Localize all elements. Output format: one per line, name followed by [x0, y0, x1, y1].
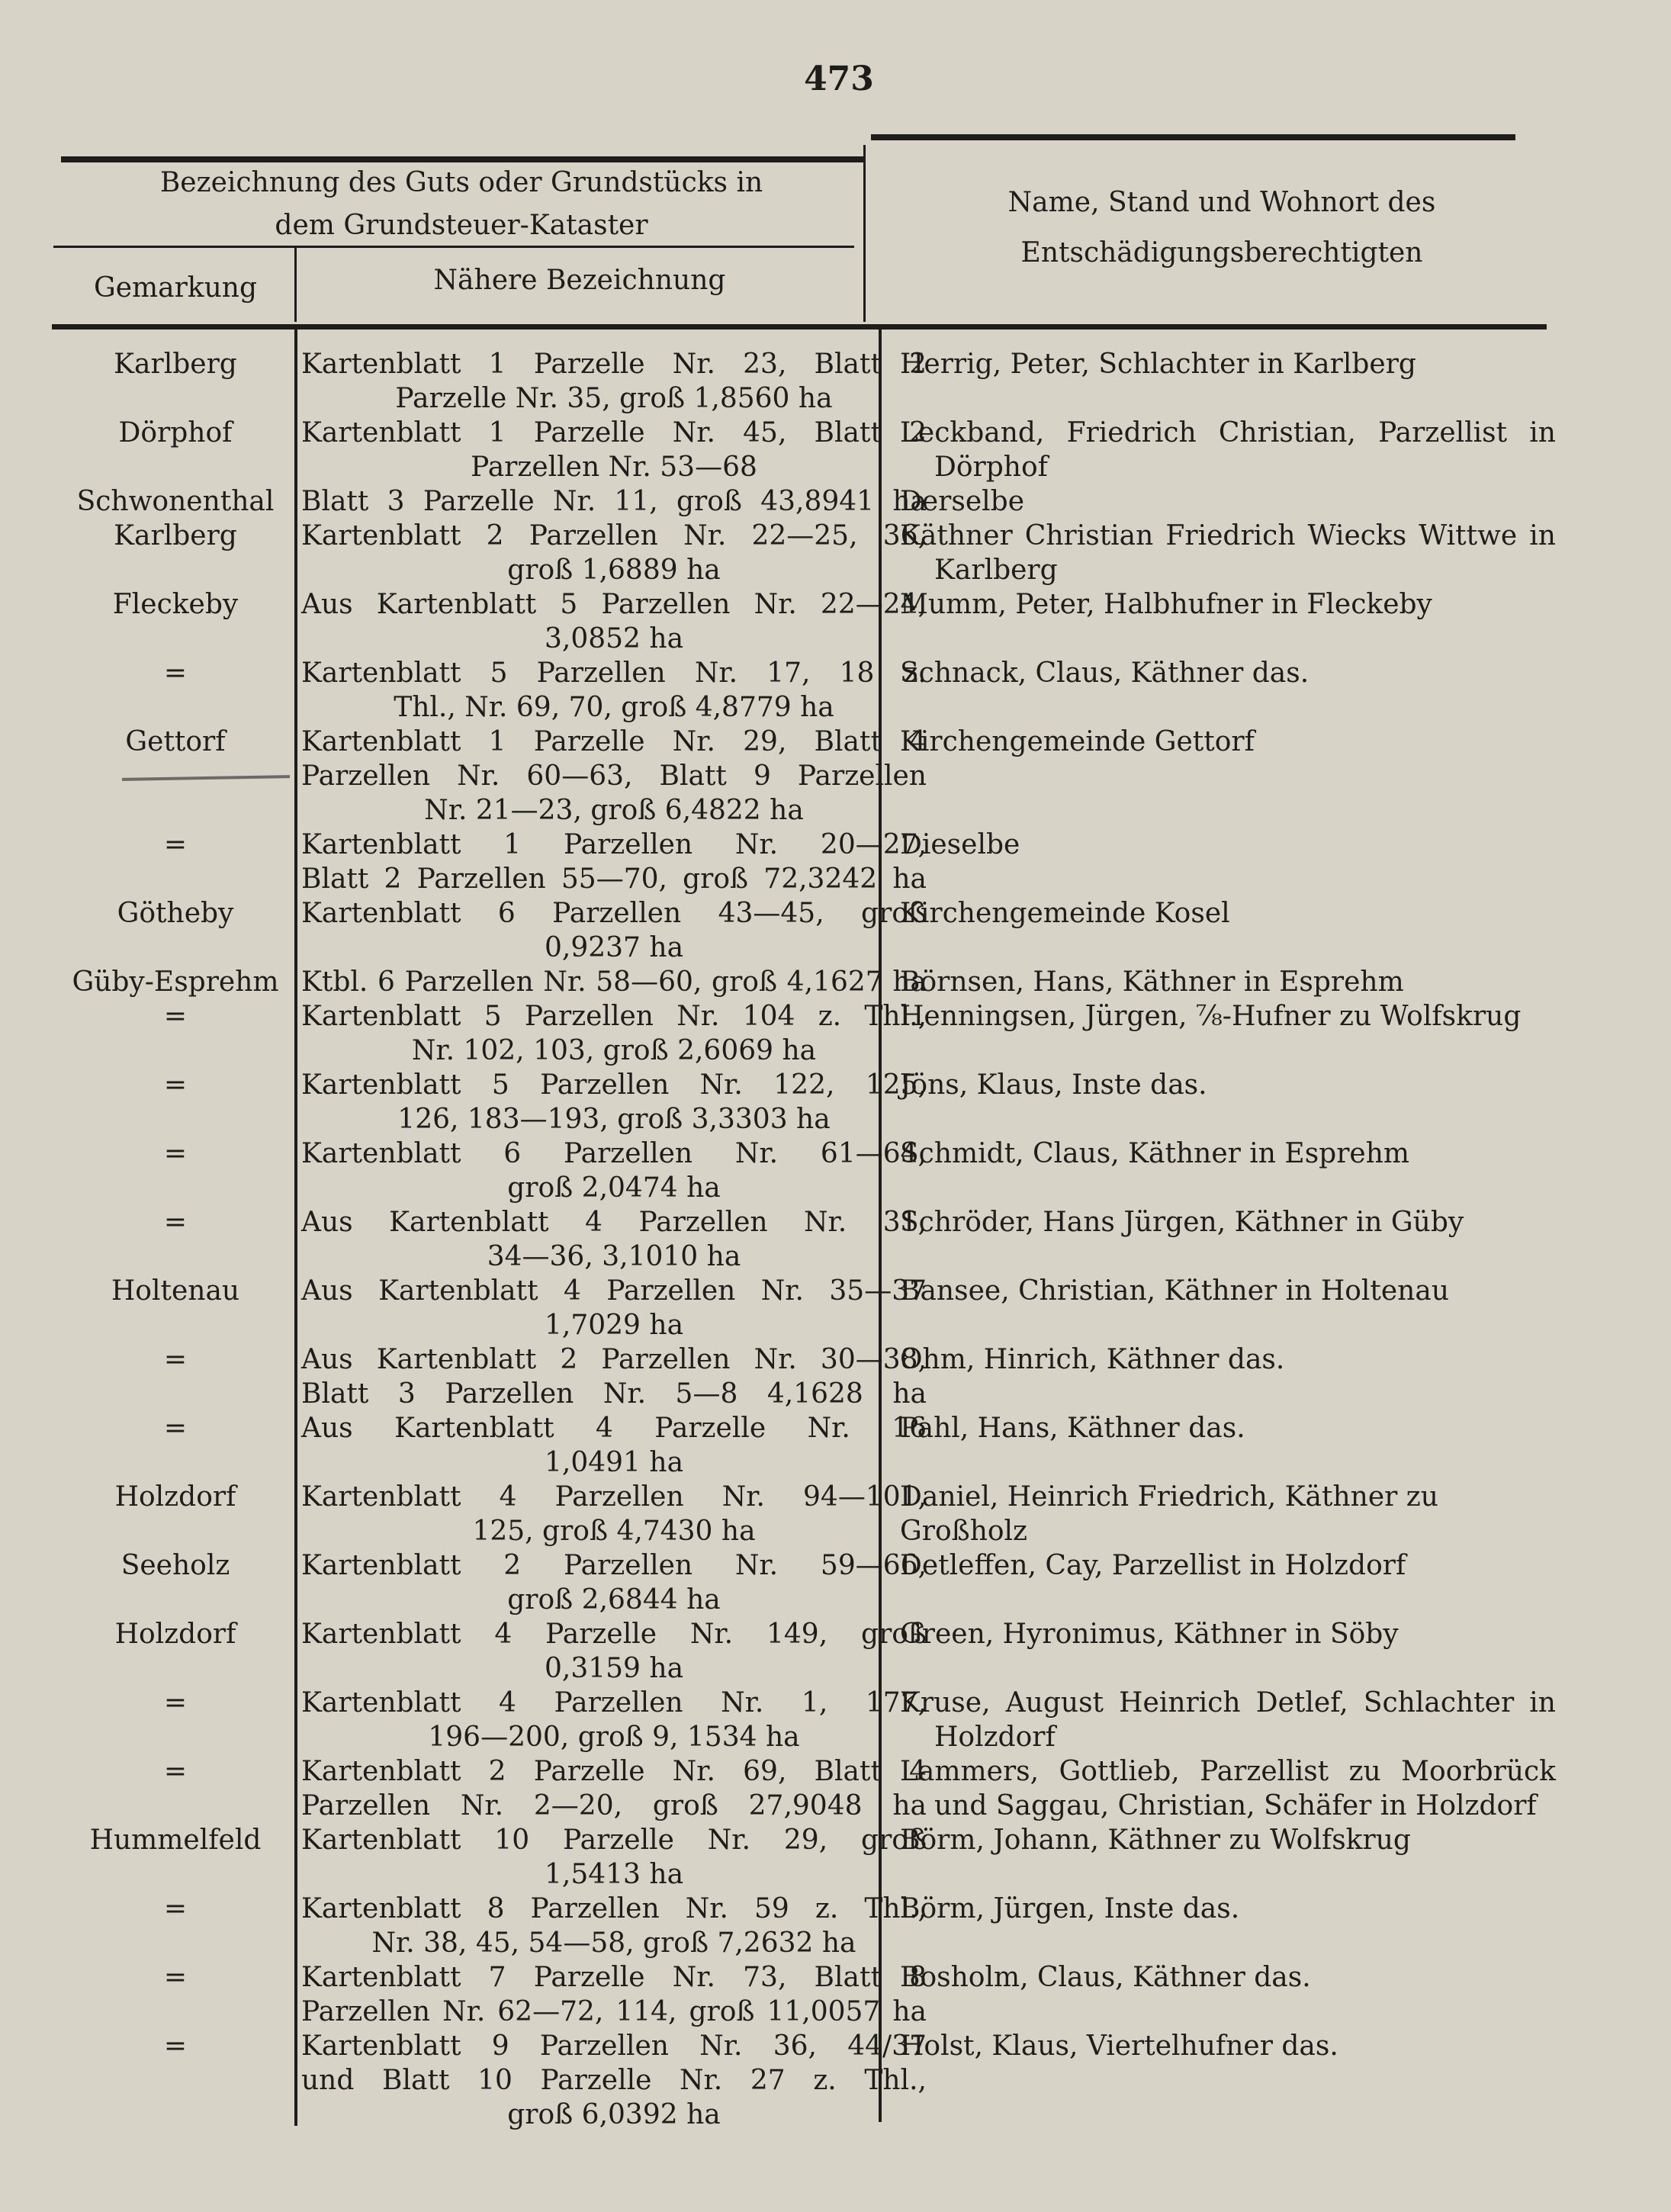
- table-row: [53, 416, 1571, 484]
- gemarkung-cell: =: [163, 1138, 188, 1169]
- gemarkung-cell: Holzdorf: [114, 1619, 236, 1650]
- register-table: [53, 347, 1571, 2132]
- header-group-title-line2: dem Grundsteuer-Kataster: [275, 210, 648, 241]
- description-cell: Kartenblatt 1 Parzelle Nr. 45, Blatt 2 Parzellen Nr. 53—68: [301, 417, 927, 483]
- gemarkung-cell: Schwonenthal: [76, 486, 275, 517]
- gemarkung-cell: =: [163, 1756, 188, 1787]
- table-row: [53, 1892, 1571, 1960]
- owner-cell: Ohm, Hinrich, Käthner das.: [900, 1344, 1285, 1375]
- owner-cell: Schnack, Claus, Käthner das.: [900, 657, 1309, 689]
- table-row: [53, 1823, 1571, 1892]
- table-row: [53, 1480, 1571, 1548]
- gemarkung-cell: =: [163, 1207, 188, 1238]
- table-row: [53, 2029, 1571, 2132]
- header-col-gemarkung: Gemarkung: [93, 272, 258, 304]
- table-row: [53, 1274, 1571, 1342]
- description-cell: Kartenblatt 4 Parzellen Nr. 94—101, 125, groß 4,7430 ha: [301, 1481, 927, 1547]
- gemarkung-cell: Güby-Esprehm: [72, 966, 279, 998]
- gemarkung-cell: Götheby: [117, 898, 234, 929]
- description-cell: Kartenblatt 6 Parzellen Nr. 61—64, groß 2,0474 ha: [301, 1138, 927, 1204]
- gemarkung-cell: Dörphof: [118, 417, 233, 449]
- owner-cell: Bosholm, Claus, Käthner das.: [900, 1962, 1311, 1993]
- gemarkung-cell: =: [163, 1344, 188, 1375]
- header-group-title-line1: Bezeichnung des Guts oder Grundstücks in: [159, 167, 763, 198]
- table-row: [53, 656, 1571, 725]
- description-cell: Kartenblatt 5 Parzellen Nr. 104 z. Thl., Nr. 102, 103, groß 2,6069 ha: [301, 1001, 927, 1066]
- description-cell: Kartenblatt 1 Parzelle Nr. 29, Blatt 4 Parzellen Nr. 60—63, Blatt 9 Parzellen Nr. 21—23, groß 6,4822 ha: [301, 726, 927, 826]
- owner-cell: Kruse, August Heinrich Detlef, Schlachter in Holzdorf: [900, 1687, 1556, 1753]
- description-cell: Aus Kartenblatt 2 Parzellen Nr. 30—38, Blatt 3 Parzellen Nr. 5—8 4,1628 ha: [301, 1344, 927, 1410]
- table-row: [53, 725, 1571, 828]
- gemarkung-cell: =: [163, 1687, 188, 1718]
- gemarkung-cell: =: [163, 657, 188, 689]
- gemarkung-cell: =: [163, 829, 188, 860]
- table-row: [53, 1411, 1571, 1480]
- gemarkung-cell: Seeholz: [121, 1550, 230, 1581]
- gemarkung-cell: =: [163, 1069, 188, 1101]
- gemarkung-cell: Gettorf: [125, 726, 226, 757]
- owner-cell: Pahl, Hans, Käthner das.: [900, 1413, 1245, 1444]
- description-cell: Kartenblatt 2 Parzellen Nr. 22—25, 36, groß 1,6889 ha: [301, 520, 927, 586]
- owner-cell: Daniel, Heinrich Friedrich, Käthner zu Großholz: [900, 1481, 1438, 1547]
- owner-cell: Mumm, Peter, Halbhufner in Fleckeby: [900, 589, 1432, 620]
- gemarkung-cell: Hummelfeld: [89, 1825, 262, 1856]
- owner-cell: Henningsen, Jürgen, ⅞-Hufner zu Wolfskrug: [900, 1001, 1522, 1032]
- description-cell: Aus Kartenblatt 4 Parzellen Nr. 31, 34—36, 3,1010 ha: [301, 1207, 927, 1272]
- header-col-entschaedigungsberechtigte: [871, 182, 1573, 275]
- owner-cell: Jöns, Klaus, Inste das.: [900, 1069, 1207, 1101]
- table-row: [53, 1617, 1571, 1686]
- owner-cell: Kirchengemeinde Kosel: [900, 898, 1230, 929]
- description-cell: Kartenblatt 5 Parzellen Nr. 122, 125, 126, 183—193, groß 3,3303 ha: [301, 1069, 927, 1135]
- owner-cell: Detleffen, Cay, Parzellist in Holzdorf: [900, 1550, 1406, 1581]
- header-col-naehere-bezeichnung: Nähere Bezeichnung: [433, 265, 726, 296]
- header-subrule: [53, 246, 854, 248]
- table-row: [53, 1960, 1571, 2029]
- gemarkung-cell: =: [163, 1001, 188, 1032]
- page-number: 473: [804, 59, 874, 98]
- owner-cell: Börnsen, Hans, Käthner in Esprehm: [900, 966, 1404, 998]
- table-row: [53, 519, 1571, 587]
- description-cell: Kartenblatt 2 Parzellen Nr. 59—66, groß 2,6844 ha: [301, 1550, 927, 1616]
- table-row: [53, 484, 1571, 519]
- owner-cell: Green, Hyronimus, Käthner in Söby: [900, 1619, 1399, 1650]
- owner-cell: Derselbe: [900, 486, 1025, 517]
- owner-cell: Dieselbe: [900, 829, 1020, 860]
- top-rule-right: [871, 134, 1515, 140]
- description-cell: Kartenblatt 1 Parzellen Nr. 20—27, Blatt 2 Parzellen 55—70, groß 72,3242 ha: [301, 829, 927, 895]
- owner-cell: Käthner Christian Friedrich Wiecks Wittwe in Karlberg: [900, 520, 1556, 586]
- description-cell: Aus Kartenblatt 4 Parzellen Nr. 35—37 1,7029 ha: [301, 1275, 927, 1341]
- table-row: [53, 1137, 1571, 1205]
- table-row: [53, 1548, 1571, 1617]
- table-row: [53, 1754, 1571, 1823]
- description-cell: Aus Kartenblatt 5 Parzellen Nr. 22—24, 3,0852 ha: [301, 589, 927, 654]
- description-cell: Blatt 3 Parzelle Nr. 11, groß 43,8941 ha: [301, 486, 927, 517]
- gemarkung-cell: Fleckeby: [112, 589, 239, 620]
- table-row: [53, 1342, 1571, 1411]
- table-row: [53, 1205, 1571, 1274]
- owner-cell: Schmidt, Claus, Käthner in Esprehm: [900, 1138, 1410, 1169]
- description-cell: Kartenblatt 4 Parzelle Nr. 149, groß 0,3159 ha: [301, 1619, 927, 1684]
- table-row: [53, 999, 1571, 1068]
- description-cell: Kartenblatt 10 Parzelle Nr. 29, groß 1,5413 ha: [301, 1825, 927, 1890]
- description-cell: Kartenblatt 1 Parzelle Nr. 23, Blatt 2 Parzelle Nr. 35, groß 1,8560 ha: [301, 349, 927, 414]
- gemarkung-cell: =: [163, 2030, 188, 2062]
- header-bottom-rule: [52, 324, 1547, 330]
- gemarkung-cell: Karlberg: [114, 520, 237, 551]
- header-divider-1: [294, 246, 297, 322]
- table-row: [53, 1068, 1571, 1137]
- header-divider-2: [863, 145, 866, 322]
- owner-cell: Herrig, Peter, Schlachter in Karlberg: [900, 349, 1416, 380]
- gemarkung-cell: =: [163, 1962, 188, 1993]
- owner-cell: Holst, Klaus, Viertelhufner das.: [900, 2030, 1338, 2062]
- owner-cell: Börm, Johann, Käthner zu Wolfskrug: [900, 1825, 1411, 1856]
- description-cell: Kartenblatt 4 Parzellen Nr. 1, 177, 196—200, groß 9, 1534 ha: [301, 1687, 927, 1753]
- owner-cell: Börm, Jürgen, Inste das.: [900, 1893, 1240, 1924]
- table-row: [53, 347, 1571, 416]
- description-cell: Ktbl. 6 Parzellen Nr. 58—60, groß 4,1627 ha: [301, 966, 927, 998]
- gemarkung-cell: =: [163, 1413, 188, 1444]
- header-col3-line2: Entschädigungsberechtigten: [1020, 237, 1423, 268]
- gemarkung-cell: Holzdorf: [114, 1481, 236, 1513]
- description-cell: Kartenblatt 5 Parzellen Nr. 17, 18 z. Thl., Nr. 69, 70, groß 4,8779 ha: [301, 657, 927, 723]
- description-cell: Kartenblatt 9 Parzellen Nr. 36, 44/37 und Blatt 10 Parzelle Nr. 27 z. Thl., groß 6,0392 ha: [301, 2030, 927, 2130]
- description-cell: Kartenblatt 2 Parzelle Nr. 69, Blatt 4 Parzellen Nr. 2—20, groß 27,9048 ha: [301, 1756, 927, 1821]
- owner-cell: Kirchengemeinde Gettorf: [900, 726, 1255, 757]
- owner-cell: Leckband, Friedrich Christian, Parzellist in Dörphof: [900, 417, 1556, 483]
- gemarkung-cell: Holtenau: [111, 1275, 240, 1307]
- description-cell: Kartenblatt 8 Parzellen Nr. 59 z. Thl., Nr. 38, 45, 54—58, groß 7,2632 ha: [301, 1893, 927, 1959]
- gemarkung-cell: =: [163, 1893, 188, 1924]
- table-row: [53, 965, 1571, 999]
- table-row: [53, 896, 1571, 965]
- description-cell: Aus Kartenblatt 4 Parzelle Nr. 16 1,0491 ha: [301, 1413, 927, 1478]
- owner-cell: Lammers, Gottlieb, Parzellist zu Moorbrück und Saggau, Christian, Schäfer in Holzdorf: [900, 1756, 1556, 1821]
- description-cell: Kartenblatt 7 Parzelle Nr. 73, Blatt 8 Parzellen Nr. 62—72, 114, groß 11,0057 ha: [301, 1962, 927, 2027]
- table-row: [53, 1686, 1571, 1754]
- gemarkung-cell: Karlberg: [114, 349, 237, 380]
- description-cell: Kartenblatt 6 Parzellen 43—45, groß 0,9237 ha: [301, 898, 927, 963]
- header-col3-line1: Name, Stand und Wohnort des: [1007, 187, 1436, 218]
- owner-cell: Schröder, Hans Jürgen, Käthner in Güby: [900, 1207, 1464, 1238]
- table-row: [53, 587, 1571, 656]
- owner-cell: Bansee, Christian, Käthner in Holtenau: [900, 1275, 1449, 1307]
- header-group-title: [61, 162, 862, 247]
- table-row: [53, 828, 1571, 896]
